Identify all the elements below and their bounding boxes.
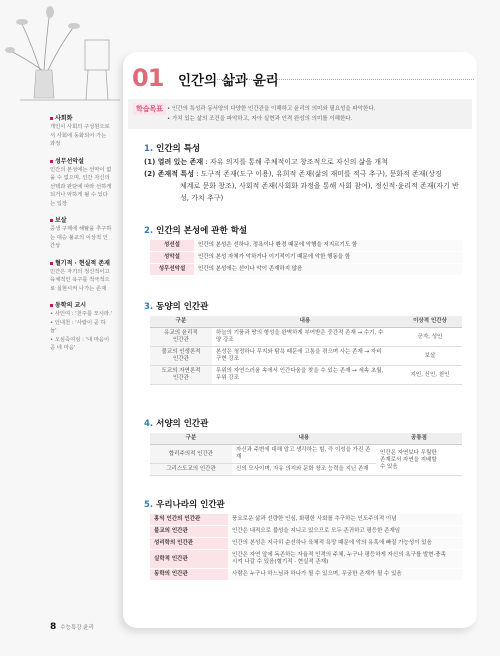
table-row: 성선설 인간의 본성은 선하나, 정욕이나 환경 때문에 악행을 저지르기도 함 <box>150 240 462 252</box>
learning-goal-2: • 가치 있는 삶의 조건을 파악하고, 자아 실현과 인격 완성의 의미를 이해한다. <box>167 116 353 122</box>
bullet-square-icon <box>50 304 53 307</box>
table-row: 불교의 인간관 인간은 내적으로 불성을 지니고 있으므로 모두 존귀하고 평등한 존재임 <box>150 526 462 538</box>
plant-vase-illustration <box>0 0 130 110</box>
sidebar-note-2: 성무선악설 인간의 본성에는 선악이 없 을 수 없으며, 인간 자신의 선택과 판단에 따라 선하게 되거나 악하게 될 수 있다 는 입장 <box>50 157 112 207</box>
sidebar-note-1: 사회화 개인이 사회의 구성원으로 서 사회에 동화되어 가는 과정 <box>50 115 110 147</box>
section-heading-5: 5. 우리나라의 인간관 <box>144 500 225 510</box>
human-nature-table <box>150 240 462 276</box>
bullet-square-icon <box>50 219 53 222</box>
table-row: 그리스도교의 인간관 신의 모사이며, 자유 의지와 문화 창조 능력을 지닌 존재 <box>150 464 462 476</box>
page-number: 8 <box>50 622 57 632</box>
sidebar-note-3: 보살 중생 구제에 해탈을 추구하 는 대승 불교의 이상적 인 간상 <box>50 217 112 249</box>
table-header-row: 구분 내용 이상적 인간상 <box>150 316 462 328</box>
learning-goals-tag: 학습목표 <box>133 103 166 115</box>
table-row: 성악설 인간의 본성 자체가 악하거나 이기적이기 때문에 악한 행동을 함 <box>150 252 462 264</box>
korean-view-table <box>150 514 462 581</box>
western-view-table <box>150 433 462 476</box>
table-row: 합리주의적 인간관 자신과 주변에 대해 알고 생각하는 힘, 즉 이성을 가진 존 재 인간은 자연보다 우월한 존재로서 자연을 지배할 수 있음 <box>150 445 462 464</box>
sidebar-notes <box>50 114 116 361</box>
table-row: 실학적 인간관 인간은 자연 앞에 독존하는 자율적 인격의 주체, 누구나 평등하게 자신의 욕구를 발현·충족 시켜 나갈 수 있음(혈기적 · 현실적 존재) <box>150 550 462 569</box>
section-heading-2: 2. 인간의 본성에 관한 학설 <box>144 226 248 236</box>
chapter-number: 01 <box>132 64 164 92</box>
bullet-square-icon <box>50 262 53 265</box>
bullet-square-icon <box>50 117 53 120</box>
table-row: 동학의 인간관 사람은 누구나 하느님과 하나가 될 수 있으며, 무궁한 존재가 될 수 있음 <box>150 569 462 581</box>
section-heading-3: 3. 동양의 인간관 <box>144 302 209 312</box>
section-heading-4: 4. 서양의 인간관 <box>144 419 209 429</box>
table-header-row: 구분 내용 공통점 <box>150 433 462 445</box>
sidebar-note-4: 혈기적 · 현실적 존재 인간은 자기의 정신적이고 육체적인 욕구를 적극적으 로 실현시켜 나가는 존재 <box>50 259 110 292</box>
sidebar-note-5: 동학의 교시 • 사인여 : '천주를 모시라.' • 인내천 : '사람이 곧 하 늘' • 오심즉여심 : '내 마음이 곧 네 마음' <box>50 302 113 351</box>
section-heading-1: 1. 인간의 특성 <box>144 144 201 154</box>
eastern-view-table <box>150 316 462 385</box>
book-title: 수능특강 윤리 <box>60 625 94 631</box>
section-1-body: (1) 열려 있는 존재 : 자유 의지를 통해 주체적이고 창조적으로 자신의 삶을 개척 (2) 존재적 특성 : 도구적 존재(도구 이용), 유희적 존재(삶의 재미를 적극 추구), 문화적 존재(상징 체계로 문화 창조), 사회적 존재(사회화 과정을 통해 사회 참여), 정신적·윤리적 존재(자기 반 성, 가치 추구) <box>144 158 459 202</box>
table-row: 도교의 자연론적 인간관 무위의 자연스러움 속에서 인간다움을 찾을 수 있는 존재 → 세속 초월, 무위 강조 지인, 신인, 천인 <box>150 366 462 385</box>
chapter-title: 인간의 삶과 윤리 <box>178 73 279 89</box>
table-row: 홍익 인간의 인간관 풍요로운 삶과 선량한 인심, 화평한 사회를 추구하는 인도주의적 이념 <box>150 514 462 526</box>
table-row: 유교의 윤리적 인간관 하늘의 기품과 땅의 형성을 완벽하게 부여받은 중간적 존재 → 수기, 수 양 강조 군자, 성인 <box>150 328 462 347</box>
page-footer <box>50 622 94 632</box>
title-divider <box>208 79 474 80</box>
learning-goal-1: • 인간의 특성과 동서양의 다양한 인간관을 이해하고 윤리의 의미와 필요성을 파악한다. <box>167 106 376 112</box>
table-row: 불교의 인생론적 인간관 본성은 청정하나 무지와 탐욕 때문에 고통을 겪으며 사는 존재 → 자비 구현 강조 보살 <box>150 347 462 366</box>
table-row: 성리학의 인간관 인간의 본성은 지극히 순선하나 육체적 욕망 때문에 악의 유혹에 빠질 가능성이 있음 <box>150 538 462 550</box>
table-row: 성무선악설 인간의 본성에는 선이나 악이 존재하지 않음 <box>150 264 462 276</box>
bullet-square-icon <box>50 160 53 163</box>
